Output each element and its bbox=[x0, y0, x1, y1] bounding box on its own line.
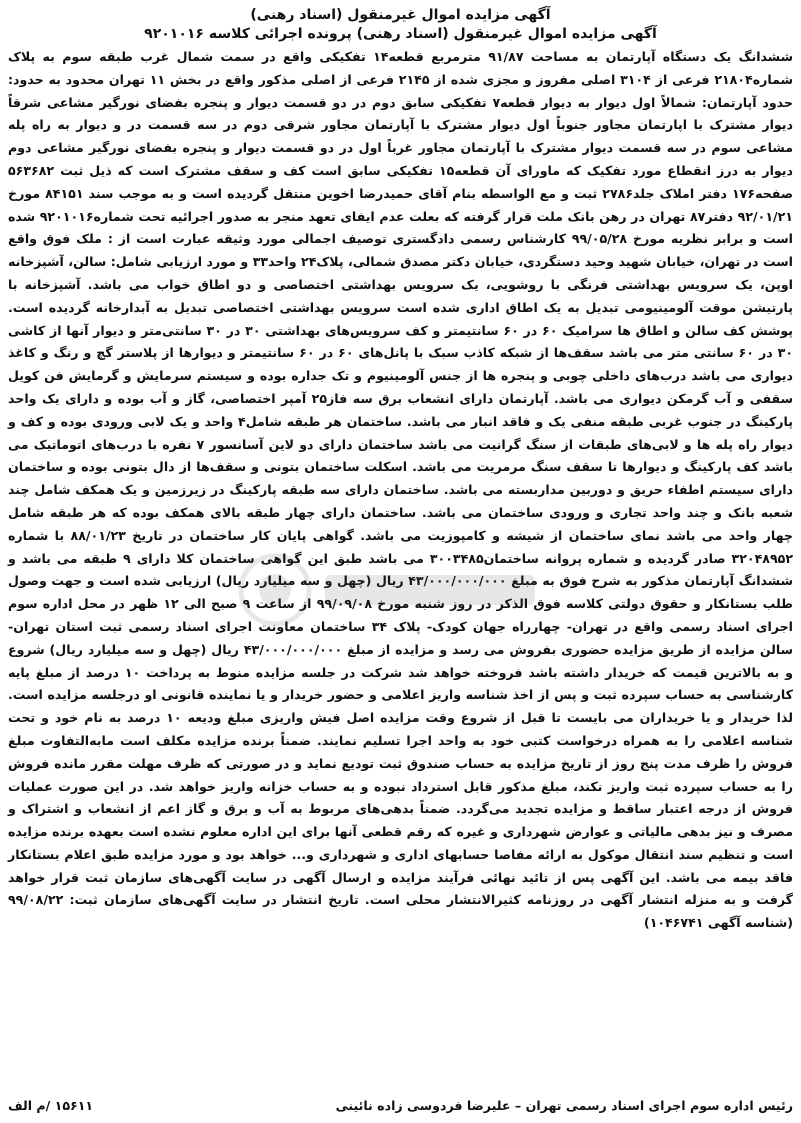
notice-body: ششدانگ یک دستگاه آپارتمان به مساحت ۹۱/۸۷ مترمربع قطعه۱۴ تفکیکی واقع در سمت شمال غرب طبقه سوم به پلاک شماره۲۱۸۰۴ فرعی از ۳۱۰۴ اصلی مفروز و مجزی شده از ۲۱۴۵ فرعی از اصلی مذکور واقع در بخش ۱۱ تهران محدود به حدود: حدود آپارتمان: شمالاً اول دیوار به دیوار قطعه۷ تفکیکی سابق دوم در دو قسمت دیوار و پنجره بفضای نورگیر مشاعی شرقاً دیوار مشترک با اپارتمان مجاور جنوباً اول دیوار مشترک با آپارتمان مجاور شرقی دوم در سه قسمت در و دیوار به راه پله مشاعی سوم در سه قسمت دیوار مشترک با آپارتمان مجاور غرباً اول در دو قسمت دیوار و پنجره بفضای نورگیر مشاعی دوم دیوار به درز انقطاع مورد تفکیک که ماورای آن قطعه۱۵ تفکیکی سابق است کف و سقف مشترک است که ذیل ثبت ۵۶۳۶۸۲ صفحه۱۷۶ دفتر املاک جلد۲۷۸۶ ثبت و مع الواسطه بنام آقای حمیدرضا اخوین منتقل گردیده است و به موجب سند ۸۴۱۵۱ مورخ ۹۲/۰۱/۲۱ دفتر۸۷ تهران در رهن بانک ملت قرار گرفته که بعلت عدم ایفای تعهد منجر به صدور اجرائیه تحت شماره۹۲۰۱۰۱۶ شده است و برابر نظریه مورخ ۹۹/۰۵/۲۸ کارشناس رسمی دادگستری توصیف اجمالی مورد وثیقه عبارت است از : ملک فوق واقع است در تهران، خیابان شهید وحید دستگردی، خیابان دکتر مصدق شمالی، پلاک۲۴ واحد۳۳ و مورد ارزیابی شامل: سالن، آشپزخانه اوپن، یک سرویس بهداشتی فرنگی با روشویی، یک سرویس بهداشتی اختصاصی و دو اطاق خواب می باشد. آشپزخانه با پارتیشن موقت آلومینیومی تبدیل به یک اطاق اداری شده است سرویس بهداشتی اختصاصی تبدیل به آبدارخانه گردیده است. پوشش کف سالن و اطاق ها سرامیک ۶۰ در ۶۰ سانتیمتر و کف سرویس‌های بهداشتی ۳۰ در ۳۰ سانتی‌متر و دیوار آنها از کاشی ۳۰ در ۶۰ سانتی متر می باشد سقف‌ها از شبکه کاذب سبک با پانل‌های ۶۰ در ۶۰ سانتیمتر و دیوارها از پلاستر گچ و رنگ و کاغذ دیواری می باشد درب‌های داخلی چوبی و پنجره ها از جنس آلومینیوم و تک جداره بوده و سیستم سرمایش و گرمایش فن کویل سقفی و آب گرمکن دیواری می باشد. آپارتمان دارای انشعاب برق سه فاز۲۵ آمپر اختصاصی، گاز و آب بوده و دارای یک واحد پارکینگ در جنوب غربی طبقه منفی یک و فاقد انبار می باشد. ساختمان هر طبقه شامل۴ واحد و یک لابی ورودی بوده و کف و دیوار راه پله ها و لابی‌های طبقات از سنگ گرانیت می باشد ساختمان دارای دو لاین آسانسور ۷ نفره با درب‌های اتوماتیک می باشد کف پارکینگ و دیوارها تا سقف سنگ مرمریت می باشد. اسکلت ساختمان بتونی و سقف‌ها از دال بتونی بوده و ساختمان دارای سیستم اطفاء حریق و دوربین مداربسته می باشد. ساختمان دارای سه طبقه پارکینگ در زیرزمین و یک همکف شامل چند شعبه بانک و چند واحد تجاری و ورودی ساختمان می باشد. ساختمان دارای چهار طبقه بالای همکف بوده که هر طبقه شامل چهار واحد می باشد نمای ساختمان از شیشه و کامپوزیت می باشد. گواهی پایان کار ساختمان در تاریخ ۸۸/۰۱/۲۳ با شماره ۳۲۰۴۸۹۵۲ صادر گردیده و شماره پروانه ساختمان۳۰۰۳۴۸۵ می باشد طبق این گواهی ساختمان کلا دارای ۹ طبقه می باشد و ششدانگ آپارتمان مذکور به شرح فوق به مبلغ ۴۳/۰۰۰/۰۰۰/۰۰۰ ریال (چهل و سه میلیارد ریال) ارزیابی شده است و جهت وصول طلب بستانکار و حقوق دولتی کلاسه فوق الذکر در روز شنبه مورخ ۹۹/۰۹/۰۸ از ساعت ۹ صبح الی ۱۲ ظهر در محل اداره سوم اجرای اسناد رسمی واقع در تهران- چهارراه جهان کودک- پلاک ۳۴ ساختمان معاونت اجرای اسناد رسمی ثبت استان تهران- سالن مزایده از طریق مزایده حضوری بفروش می رسد و مزایده از مبلغ ۴۳/۰۰۰/۰۰۰/۰۰۰ ریال (چهل و سه میلیارد ریال) شروع و به بالاترین قیمت که خریدار داشته باشد فروخته خواهد شد شرکت در جلسه مزایده منوط به پرداخت ۱۰ درصد از مبلغ پایه کارشناسی به حساب سپرده ثبت و پس از اخذ شناسه واریز اعلامی و حضور خریدار و یا نماینده قانونی او درجلسه مزایده است. لذا خریدار و یا خریداران می بایست تا قبل از شروع وقت مزایده اصل فیش واریزی مبلغ ودیعه ۱۰ درصد به نام خود و تحت شناسه اعلامی را به همراه درخواست کتبی خود به واحد اجرا تسلیم نمایند. ضمناً برنده مزایده مکلف است مابه‌التفاوت مبلغ فروش را ظرف مدت پنج روز از تاریخ مزایده به حساب صندوق ثبت تودیع نماید و در صورتی که ظرف مهلت مقرر مانده فروش را به حساب سپرده ثبت واریز نکند، مبلغ مذکور قابل استرداد نبوده و به حساب خزانه واریز خواهد شد. در این صورت عملیات فروش از درجه اعتبار ساقط و مزایده تجدید می‌گردد. ضمناً بدهی‌های مربوط به آب و برق و گاز اعم از انشعاب و اشتراک و مصرف و نیز بدهی مالیاتی و عوارض شهرداری و غیره که رقم قطعی آنها برای این اداره معلوم نشده است بعهده برنده مزایده است و تنظیم سند انتقال موکول به ارائه مفاصا حسابهای اداری و شهرداری و... خواهد بود و مورد مزایده طبق اعلام بستانکار فاقد بیمه می باشد. این آگهی پس از تائید نهائی فرآیند مزایده و ارسال آگهی در سایت آگهی‌های سازمان ثبت قرار خواهد گرفت و به منزله انتشار آگهی در روزنامه کثیرالانتشار محلی است. تاریخ انتشار در سایت آگهی‌های سازمان ثبت: ۹۹/۰۸/۲۲ (شناسه آگهی ۱۰۴۶۷۴۱) bbox=[8, 49, 794, 931]
signer-line: رئیس اداره سوم اجرای اسناد رسمی تهران – علیرضا فردوسی زاده نائینی bbox=[335, 1098, 793, 1113]
reference-number: ۱۵۶۱۱ /م الف bbox=[8, 1098, 94, 1113]
notice-footer bbox=[8, 1095, 793, 1117]
notice-subtitle: آگهی مزایده اموال غیرمنقول (اسناد رهنی) پرونده اجرائی کلاسه ۹۲۰۱۰۱۶ bbox=[144, 26, 657, 42]
notice-header bbox=[8, 6, 793, 44]
notice-title: آگهی مزایده اموال غیرمنقول (اسناد رهنی) bbox=[250, 7, 551, 23]
